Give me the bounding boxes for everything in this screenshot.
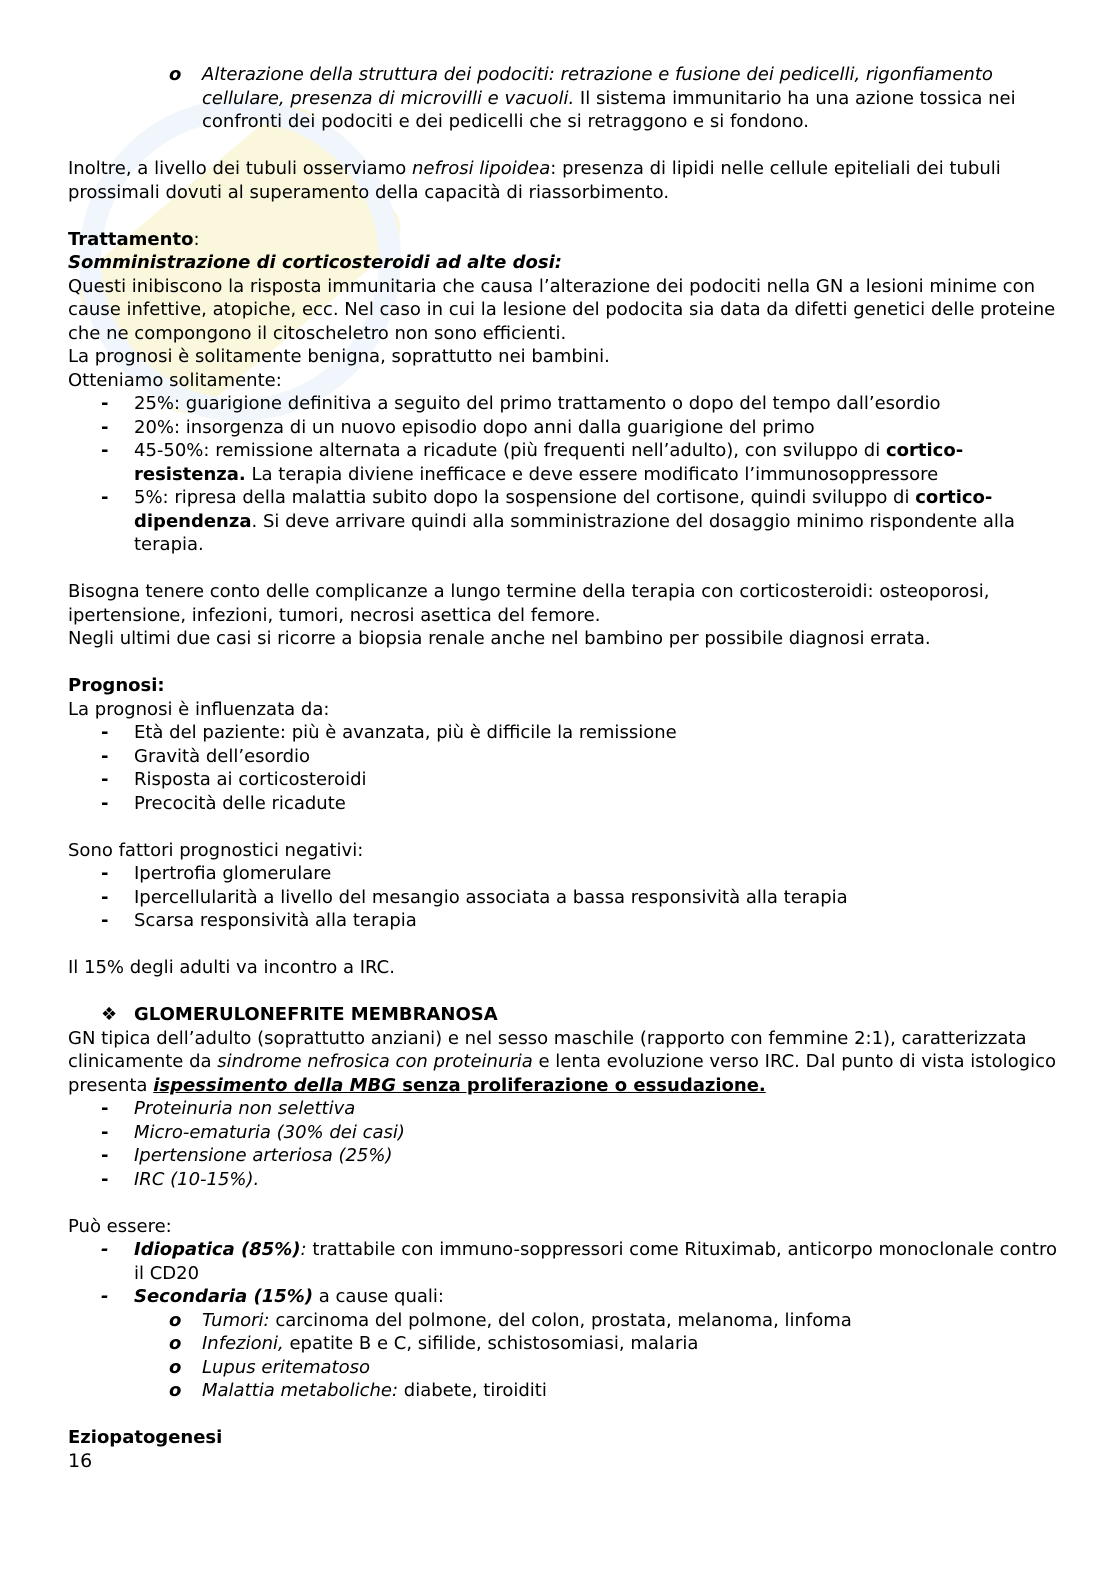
podociti-text: Il sistema immunitario ha una azione tossica nei confronti dei podociti e dei pedicelli che si retraggono e si fondono. xyxy=(202,87,1016,132)
dash-bullet: - xyxy=(101,863,109,884)
item-text: Ipertensione arteriosa (25%) xyxy=(134,1145,393,1166)
item-text: a cause quali: xyxy=(313,1286,444,1307)
dash-bullet: - xyxy=(101,487,109,508)
circle-bullet: o xyxy=(169,1380,182,1401)
gn-membranosa-paragraph xyxy=(68,1027,1058,1098)
top-bullet-list xyxy=(68,63,1058,134)
list-item xyxy=(68,392,1058,416)
prognosi-heading: Prognosi: xyxy=(68,675,165,696)
list-item xyxy=(68,1168,1058,1192)
item-text: trattabile con immuno-soppressori come Rituximab, anticorpo monoclonale contro il CD20 xyxy=(134,1239,1057,1284)
item-text: Risposta ai corticosteroidi xyxy=(134,769,367,790)
list-item xyxy=(68,886,1058,910)
list-item xyxy=(68,768,1058,792)
item-text: 45-50%: remissione alternata a ricadute (più frequenti nell’adulto), con sviluppo di xyxy=(134,440,886,461)
document-page xyxy=(68,63,1058,1473)
sindrome-term: sindrome nefrosica con proteinuria xyxy=(217,1051,533,1072)
biopsia-paragraph: Negli ultimi due casi si ricorre a biopsia renale anche nel bambino per possibile diagnosi errata. xyxy=(68,628,931,649)
list-item xyxy=(68,1144,1058,1168)
text: e lenta evoluzione verso IRC. Dal punto di vista istologico presenta xyxy=(68,1051,1057,1096)
cause-text: carcinoma del polmone, del colon, prostata, melanoma, linfoma xyxy=(269,1309,852,1331)
item-text: 25%: guarigione definitiva a seguito del primo trattamento o dopo del tempo dall’esordio xyxy=(134,393,941,414)
item-text: Micro-ematuria (30% dei casi) xyxy=(134,1121,405,1143)
item-text: IRC (10-15%). xyxy=(134,1168,260,1190)
cortico-dipendenza: cortico-dipendenza xyxy=(134,487,993,532)
list-item xyxy=(68,792,1058,816)
dash-bullet: - xyxy=(101,792,109,814)
text: GN tipica dell’adulto (soprattutto anziani) e nel sesso maschile (rapporto con femmine 2:1), caratterizzata clinicamente da xyxy=(68,1027,1027,1072)
cause-label: Lupus eritematoso xyxy=(202,1356,371,1378)
prognosi-intro: La prognosi è influenzata da: xyxy=(68,698,330,720)
gnm-features-list xyxy=(68,1097,1058,1191)
tubuli-paragraph xyxy=(68,157,1058,204)
diamond-bullet-icon: ❖ xyxy=(101,1004,118,1025)
item-text: 20%: insorgenza di un nuovo episodio dopo anni dalla guarigione del primo xyxy=(134,416,815,438)
nefrosi-term: nefrosi lipoidea xyxy=(411,158,551,179)
circle-bullet: o xyxy=(169,1309,182,1331)
list-item xyxy=(68,1356,1058,1380)
list-item xyxy=(68,1097,1058,1121)
ispessimento-term: ispessimento della MBG xyxy=(153,1074,397,1096)
colon: : xyxy=(193,228,200,250)
list-item xyxy=(68,439,1058,486)
idiopatica-label: Idiopatica (85%) xyxy=(134,1239,301,1260)
dash-bullet: - xyxy=(101,722,109,743)
negative-factors-list xyxy=(68,862,1058,933)
heading-text: Trattamento xyxy=(68,228,194,250)
list-item xyxy=(68,63,1058,134)
item-text: Proteinuria non selettiva xyxy=(134,1098,356,1119)
eziopatogenesi-heading: Eziopatogenesi xyxy=(68,1427,223,1448)
list-item xyxy=(68,416,1058,440)
dash-bullet: - xyxy=(101,416,109,438)
cause-label: Tumori: xyxy=(202,1309,270,1331)
secondary-causes-list xyxy=(68,1309,1058,1403)
dash-bullet: - xyxy=(101,440,109,461)
dash-bullet: - xyxy=(101,769,109,790)
list-item xyxy=(68,1309,1058,1333)
item-text: . Si deve arrivare quindi alla somministrazione del dosaggio minimo rispondente alla terapia. xyxy=(134,510,1015,555)
list-item xyxy=(68,1121,1058,1145)
item-text: La terapia diviene inefficace e deve essere modificato l’immunosoppressore xyxy=(245,463,939,485)
trattamento-subheading: Somministrazione di corticosteroidi ad alte dosi: xyxy=(68,252,562,273)
circle-bullet: o xyxy=(169,1333,182,1354)
text: : presenza di lipidi nelle cellule epiteliali dei tubuli prossimali dovuti al superamento della capacità di riassorbimento. xyxy=(68,158,1001,203)
list-item xyxy=(68,909,1058,933)
cortico-resistenza: cortico-resistenza. xyxy=(134,440,964,485)
forms-list xyxy=(68,1238,1058,1309)
list-item xyxy=(68,721,1058,745)
trattamento-heading xyxy=(68,228,1058,252)
item-text: Precocità delle ricadute xyxy=(134,792,346,814)
dash-bullet: - xyxy=(101,1286,109,1307)
trattamento-para2: La prognosi è solitamente benigna, soprattutto nei bambini. xyxy=(68,346,610,367)
item-text: 5%: ripresa della malattia subito dopo la sospensione del cortisone, quindi sviluppo di xyxy=(134,487,916,508)
puo-essere: Può essere: xyxy=(68,1215,172,1237)
podociti-italic: Alterazione della struttura dei podociti: retrazione e fusione dei pedicelli, rigonfiamento cellulare, presenza di microvilli e vacuoli. xyxy=(202,64,993,109)
dash-bullet: - xyxy=(101,393,109,414)
colon: : xyxy=(300,1239,307,1260)
outcome-list xyxy=(68,392,1058,557)
proliferazione-term: senza proliferazione o essudazione. xyxy=(396,1074,766,1096)
dash-bullet: - xyxy=(101,1145,109,1166)
item-text: Ipercellularità a livello del mesangio associata a bassa responsività alla terapia xyxy=(134,886,848,908)
item-text: Ipertrofia glomerulare xyxy=(134,863,332,884)
list-item xyxy=(68,1332,1058,1356)
trattamento-para1: Questi inibiscono la risposta immunitaria che causa l’alterazione dei podociti nella GN a lesioni minime con cause infettive, atopiche, ecc. Nel caso in cui la lesione del podocita sia data da difetti genetici delle proteine che ne compongono il citoscheletro non sono efficienti. xyxy=(68,275,1056,344)
secondaria-label: Secondaria (15%) xyxy=(134,1286,314,1307)
cause-text: epatite B e C, sifilide, schistosomiasi, malaria xyxy=(283,1333,699,1354)
text: Inoltre, a livello dei tubuli osserviamo xyxy=(68,158,412,179)
circle-bullet: o xyxy=(169,1356,182,1378)
dash-bullet: - xyxy=(101,910,109,931)
list-item xyxy=(68,1285,1058,1309)
dash-bullet: - xyxy=(101,1121,109,1143)
dash-bullet: - xyxy=(101,886,109,908)
irc-paragraph: Il 15% degli adulti va incontro a IRC. xyxy=(68,957,395,978)
circle-bullet: o xyxy=(169,64,182,85)
dash-bullet: - xyxy=(101,745,109,767)
list-item xyxy=(68,1379,1058,1403)
list-item xyxy=(68,862,1058,886)
dash-bullet: - xyxy=(101,1239,109,1260)
list-item xyxy=(68,1238,1058,1285)
cause-label: Malattia metaboliche: xyxy=(202,1380,399,1401)
cause-text: diabete, tiroiditi xyxy=(398,1380,547,1401)
list-item xyxy=(68,486,1058,557)
prognosi-list xyxy=(68,721,1058,815)
negative-factors-intro: Sono fattori prognostici negativi: xyxy=(68,839,364,861)
page-number: 16 xyxy=(68,1449,93,1472)
dash-bullet: - xyxy=(101,1168,109,1190)
gn-membranosa-heading xyxy=(68,1003,1058,1027)
trattamento-para3: Otteniamo solitamente: xyxy=(68,369,282,391)
heading-text: GLOMERULONEFRITE MEMBRANOSA xyxy=(134,1004,498,1025)
list-item xyxy=(68,745,1058,769)
item-text: Gravità dell’esordio xyxy=(134,745,311,767)
dash-bullet: - xyxy=(101,1098,109,1119)
complicanze-paragraph: Bisogna tenere conto delle complicanze a lungo termine della terapia con corticosteroidi: osteoporosi, ipertensione, infezioni, tumori, necrosi asettica del femore. xyxy=(68,581,990,626)
cause-label: Infezioni, xyxy=(202,1333,284,1354)
item-text: Età del paziente: più è avanzata, più è difficile la remissione xyxy=(134,722,677,743)
item-text: Scarsa responsività alla terapia xyxy=(134,910,417,931)
